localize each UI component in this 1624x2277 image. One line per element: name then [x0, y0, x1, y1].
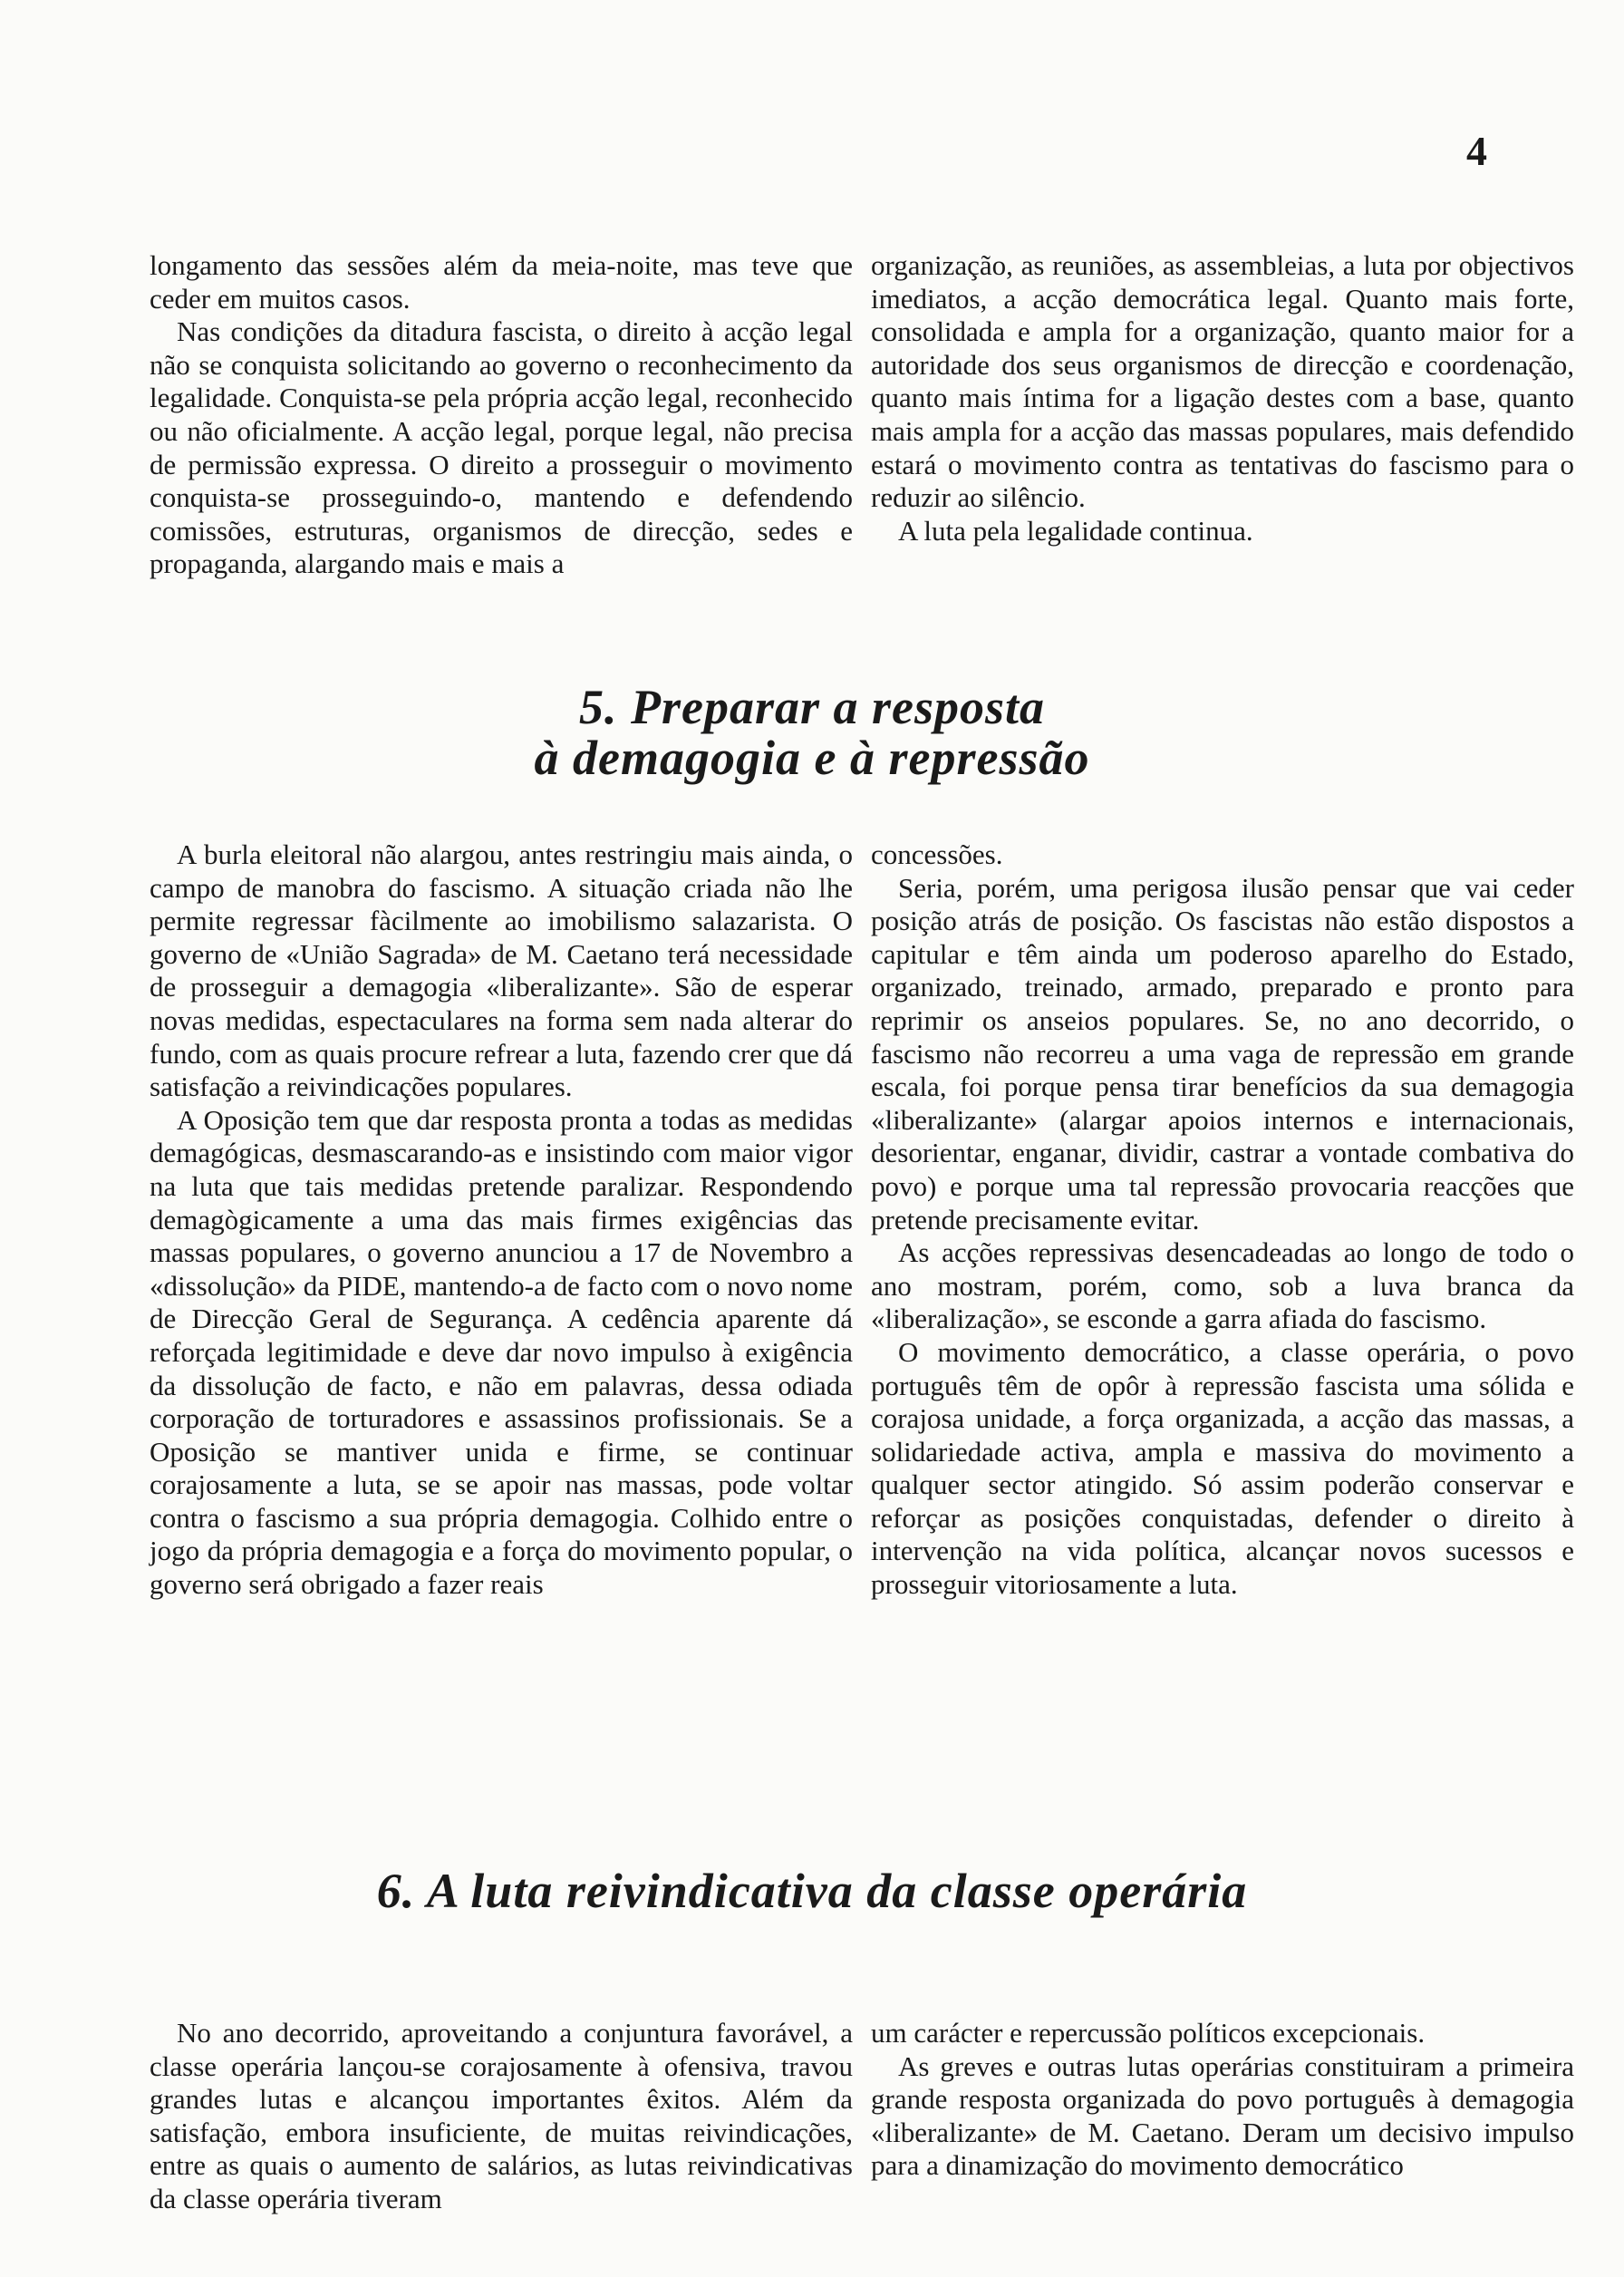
paragraph: No ano decorrido, aproveitando a conjuntura favorável, a classe operária lançou-se corajosamente à ofensiva, travou grandes lutas e alcançou importantes êxitos. Além da satisfação, embora insuficiente, de muitas reivindicações, entre as quais o aumento de salários, as lutas reivindicativas da classe operária tiveram: [150, 2017, 853, 2214]
section-5-body: [150, 838, 1574, 1602]
left-column: [150, 249, 853, 581]
heading-line: 5. Preparar a resposta: [578, 680, 1045, 734]
right-column: [871, 2017, 1574, 2216]
paragraph: Nas condições da ditadura fascista, o direito à acção legal não se conquista solicitando ao governo o reconhecimento da legalidade. Conquista-se pela própria acção legal, reconhecido ou não oficialmente. A acção legal, porque legal, não precisa de permissão expressa. O direito a prosseguir o movimento conquista-se prosseguindo-o, mantendo e defendendo comissões, estruturas, organismos de direcção, sedes e propaganda, alargando mais e mais a: [150, 315, 853, 580]
section-6-body: [150, 2017, 1574, 2216]
paragraph: A burla eleitoral não alargou, antes restringiu mais ainda, o campo de manobra do fascismo. A situação criada não lhe permite regressar fàcilmente ao imobilismo salazarista. O governo de «União Sagrada» de M. Caetano terá necessidade de prosseguir a demagogia «liberalizante». São de esperar novas medidas, espectaculares na forma sem nada alterar do fundo, com as quais procure refrear a luta, fazendo crer que dá satisfação a reivindicações populares.: [150, 838, 853, 1103]
heading-line: 6. A luta reivindicativa da classe operária: [376, 1864, 1248, 1918]
paragraph: concessões.: [871, 838, 1003, 870]
left-column: [150, 838, 853, 1602]
paragraph: longamento das sessões além da meia-noite, mas teve que ceder em muitos casos.: [150, 249, 853, 315]
left-column: [150, 2017, 853, 2216]
paragraph: um carácter e repercussão políticos excepcionais.: [871, 2017, 1426, 2049]
paragraph: As acções repressivas desencadeadas ao longo de todo o ano mostram, porém, como, sob a luva branca da «liberalização», se esconde a garra afiada do fascismo.: [871, 1236, 1574, 1335]
section-4-continuation: [150, 249, 1574, 581]
paragraph: As greves e outras lutas operárias constituiram a primeira grande resposta organizada do povo português à demagogia «liberalizante» de M. Caetano. Deram um decisivo impulso para a dinamização do movimento democrático: [871, 2049, 1574, 2182]
page-number: 4: [1466, 128, 1487, 174]
right-column: [871, 249, 1574, 581]
right-column: [871, 838, 1574, 1602]
section-5-heading: [0, 682, 1624, 783]
paragraph: A Oposição tem que dar resposta pronta a todas as medidas demagógicas, desmascarando-as e insistindo com maior vigor na luta que tais medidas pretende paralizar. Respondendo demagògicamente a uma das mais firmes exigências das massas populares, o governo anunciou a 17 de Novembro a «dissolução» da PIDE, mantendo-a de facto com o novo nome de Direcção Geral de Segurança. A cedência aparente dá reforçada legitimidade e deve dar novo impulso à exigência da dissolução de facto, e não em palavras, dessa odiada corporação de torturadores e assassinos profissionais. Se a Oposição se mantiver unida e firme, se continuar corajosamente a luta, se se apoir nas massas, pode voltar contra o fascismo a sua própria demagogia. Colhido entre o jogo da própria demagogia e a força do movimento popular, o governo será obrigado a fazer reais: [150, 1103, 853, 1601]
paragraph: Seria, porém, uma perigosa ilusão pensar que vai ceder posição atrás de posição. Os fascistas não estão dispostos a capitular e têm ainda um poderoso aparelho do Estado, organizado, treinado, armado, preparado e pronto para reprimir os anseios populares. Se, no ano decorrido, o fascismo não recorreu a uma vaga de repressão em grande escala, foi porque pensa tirar benefícios da sua demagogia «liberalizante» (alargar apoios internos e internacionais, desorientar, enganar, dividir, castrar a vontade combativa do povo) e porque uma tal repressão provocaria reacções que pretende precisamente evitar.: [871, 871, 1574, 1235]
paragraph: A luta pela legalidade continua.: [898, 514, 1253, 547]
paragraph: O movimento democrático, a classe operária, o povo português têm de opôr à repressão fascista uma sólida e corajosa unidade, a força organizada, a acção das massas, a solidariedade activa, ampla e massiva do movimento a qualquer sector atingido. Só assim poderão conservar e reforçar as posições conquistadas, defender o direito à intervenção na vida política, alcançar novos sucessos e prosseguir vitoriosamente a luta.: [871, 1335, 1574, 1601]
paragraph: organização, as reuniões, as assembleias, a luta por objectivos imediatos, a acção democrática legal. Quanto mais forte, consolidada e ampla for a organização, quanto maior for a autoridade dos seus organismos de direcção e coordenação, quanto mais íntima for a ligação destes com a base, quanto mais ampla for a acção das massas populares, mais defendido estará o movimento contra as tentativas do fascismo para o reduzir ao silêncio.: [871, 249, 1574, 514]
section-6-heading: [0, 1865, 1624, 1916]
heading-line: à demagogia e à repressão: [534, 731, 1090, 785]
